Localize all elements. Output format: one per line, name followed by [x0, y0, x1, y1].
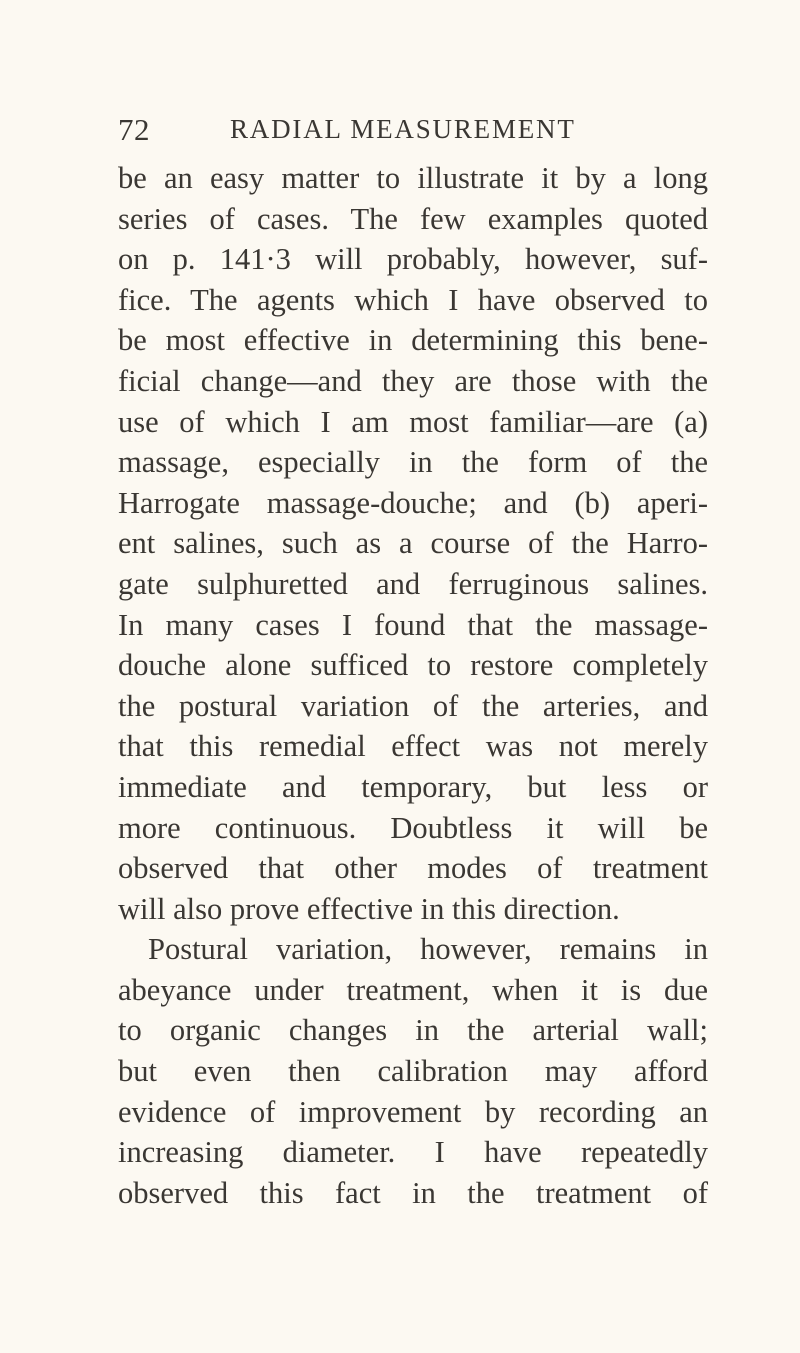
text-line: observed this fact in the treatment of — [118, 1175, 708, 1210]
text-line: that this remedial effect was not merely — [118, 729, 708, 764]
text-line: series of cases. The few examples quoted — [118, 201, 708, 236]
text-line: ficial change—and they are those with the — [118, 363, 708, 398]
text-line: In many cases I found that the massage- — [118, 607, 708, 642]
text-line: be an easy matter to illustrate it by a long — [118, 161, 708, 195]
text-line: fice. The agents which I have observed to — [118, 282, 708, 317]
text-line: use of which I am most familiar—are (a) — [118, 404, 708, 439]
text-line: on p. 141·3 will probably, however, suf- — [118, 242, 708, 277]
body-text — [118, 158, 708, 1213]
page-number: 72 — [118, 112, 150, 147]
page-header — [118, 112, 678, 148]
text-line: increasing diameter. I have repeatedly — [118, 1135, 708, 1170]
text-line: abeyance under treatment, when it is due — [118, 972, 708, 1007]
text-line: immediate and temporary, but less or — [118, 769, 708, 804]
text-line: will also prove effective in this direction. — [118, 891, 620, 926]
text-line: more continuous. Doubtless it will be — [118, 810, 708, 845]
text-line: to organic changes in the arterial wall; — [118, 1013, 708, 1048]
text-line: Postural variation, however, remains in — [148, 932, 708, 967]
text-line: douche alone sufficed to restore completely — [118, 648, 708, 683]
text-line: ent salines, such as a course of the Harro- — [118, 526, 708, 561]
text-line: be most effective in determining this bene- — [118, 323, 708, 358]
text-line: but even then calibration may afford — [118, 1054, 708, 1089]
text-line: Harrogate massage-douche; and (b) aperi- — [118, 485, 708, 520]
running-head: RADIAL MEASUREMENT — [230, 114, 576, 144]
text-line: observed that other modes of treatment — [118, 851, 708, 886]
text-line: gate sulphuretted and ferruginous salines. — [118, 566, 708, 601]
text-line: evidence of improvement by recording an — [118, 1094, 708, 1129]
text-line: the postural variation of the arteries, and — [118, 688, 708, 723]
text-line: massage, especially in the form of the — [118, 445, 708, 480]
